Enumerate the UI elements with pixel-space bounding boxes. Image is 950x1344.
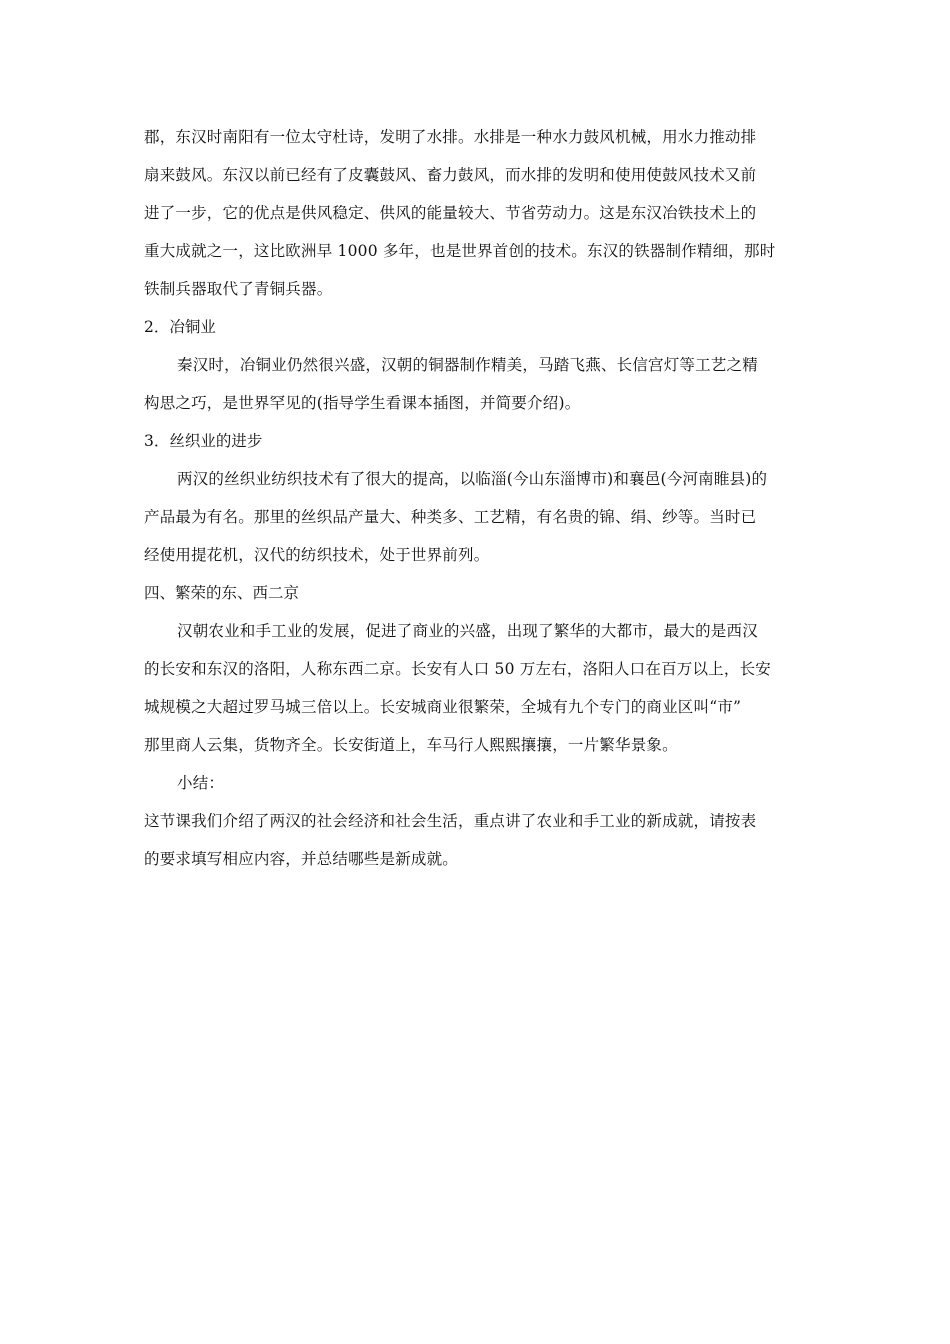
text-line: 郡，东汉时南阳有一位太守杜诗，发明了水排。水排是一种水力鼓风机械，用水力推动排: [144, 128, 757, 146]
text-line: 的长安和东汉的洛阳，人称东西二京。长安有人口 50 万左右，洛阳人口在百万以上，长安: [144, 660, 771, 678]
section-heading-capitals: 四、繁荣的东、西二京: [144, 584, 300, 602]
text-line: 进了一步，它的优点是供风稳定、供风的能量较大、节省劳动力。这是东汉冶铁技术上的: [144, 204, 757, 222]
text-line: 这节课我们介绍了两汉的社会经济和社会生活，重点讲了农业和手工业的新成就，请按表: [144, 812, 757, 830]
text-line: 两汉的丝织业纺织技术有了很大的提高，以临淄(今山东淄博市)和襄邑(今河南睢县)的: [177, 470, 768, 488]
text-line: 那里商人云集，货物齐全。长安街道上，车马行人熙熙攘攘，一片繁华景象。: [144, 736, 678, 754]
text-line: 的要求填写相应内容，并总结哪些是新成就。: [144, 850, 459, 868]
paragraph-capitals: [144, 612, 810, 764]
summary-label: 小结：: [177, 774, 225, 792]
section-heading-silk: 3．丝织业的进步: [144, 432, 263, 450]
text-line: 构思之巧，是世界罕见的(指导学生看课本插图，并简要介绍)。: [144, 394, 581, 412]
text-line: 铁制兵器取代了青铜兵器。: [144, 280, 333, 298]
paragraph-summary: [144, 802, 810, 878]
section-heading-copper: 2．冶铜业: [144, 318, 216, 336]
paragraph-copper: [144, 346, 810, 422]
text-line: 秦汉时，冶铜业仍然很兴盛，汉朝的铜器制作精美，马踏飞燕、长信宫灯等工艺之精: [177, 356, 758, 374]
text-line: 重大成就之一，这比欧洲早 1000 多年，也是世界首创的技术。东汉的铁器制作精细，那时: [144, 242, 776, 260]
text-line: 经使用提花机，汉代的纺织技术，处于世界前列。: [144, 546, 490, 564]
text-line: 城规模之大超过罗马城三倍以上。长安城商业很繁荣，全城有九个专门的商业区叫“市”: [144, 698, 742, 716]
paragraph-iron: [144, 118, 810, 308]
text-line: 汉朝农业和手工业的发展，促进了商业的兴盛，出现了繁华的大都市，最大的是西汉: [177, 622, 758, 640]
text-line: 扇来鼓风。东汉以前已经有了皮囊鼓风、畜力鼓风，而水排的发明和使用使鼓风技术又前: [144, 166, 757, 184]
paragraph-silk: [144, 460, 810, 574]
document-page: [144, 118, 810, 878]
text-line: 产品最为有名。那里的丝织品产量大、种类多、工艺精，有名贵的锦、绢、纱等。当时已: [144, 508, 757, 526]
